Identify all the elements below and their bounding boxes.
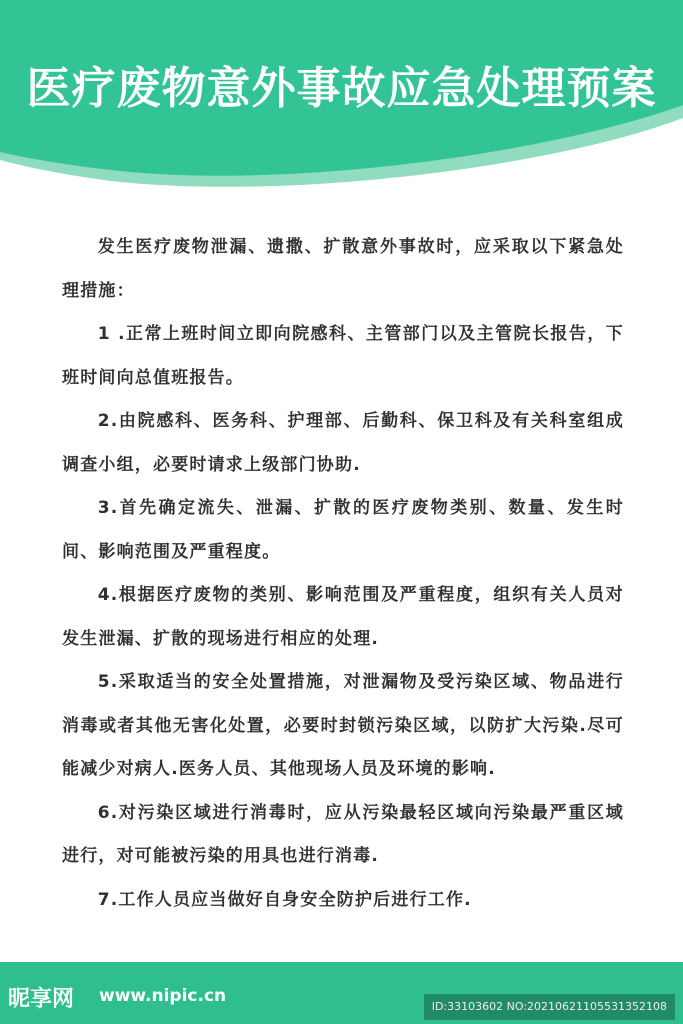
header-banner <box>0 0 683 195</box>
procedure-item-3: 3.首先确定流失、泄漏、扩散的医疗废物类别、数量、发生时间、影响范围及严重程度。 <box>62 498 624 562</box>
procedure-item-4: 4.根据医疗废物的类别、影响范围及严重程度，组织有关人员对发生泄漏、扩散的现场进行相应的处理. <box>62 585 624 649</box>
procedure-item-2: 2.由院感科、医务科、护理部、后勤科、保卫科及有关科室组成调查小组，必要时请求上级部门协助. <box>62 411 624 475</box>
nipic-logo: 昵享网 <box>8 987 75 1012</box>
procedure-item-5: 5.采取适当的安全处置措施，对泄漏物及受污染区域、物品进行消毒或者其他无害化处置，必要时封锁污染区域，以防扩大污染.尽可能减少对病人.医务人员、其他现场人员及环境的影响. <box>62 672 624 779</box>
procedure-item-6: 6.对污染区域进行消毒时，应从污染最轻区域向污染最严重区域进行，对可能被污染的用具也进行消毒. <box>62 802 624 866</box>
watermark-id: ID:33103602 NO:20210621105531352108 <box>424 994 675 1020</box>
intro-paragraph: 发生医疗废物泄漏、遗撒、扩散意外事故时，应采取以下紧急处理措施： <box>62 237 624 301</box>
footer-bar <box>0 962 683 1024</box>
page-title: 医疗废物意外事故应急处理预案 <box>26 63 657 114</box>
procedure-item-7: 7.工作人员应当做好自身安全防护后进行工作. <box>97 889 472 910</box>
nipic-url: www.nipic.cn <box>99 986 227 1006</box>
procedure-item-1: 1 .正常上班时间立即向院感科、主管部门以及主管院长报告，下班时间向总值班报告。 <box>62 324 624 388</box>
procedure-body <box>62 226 624 922</box>
